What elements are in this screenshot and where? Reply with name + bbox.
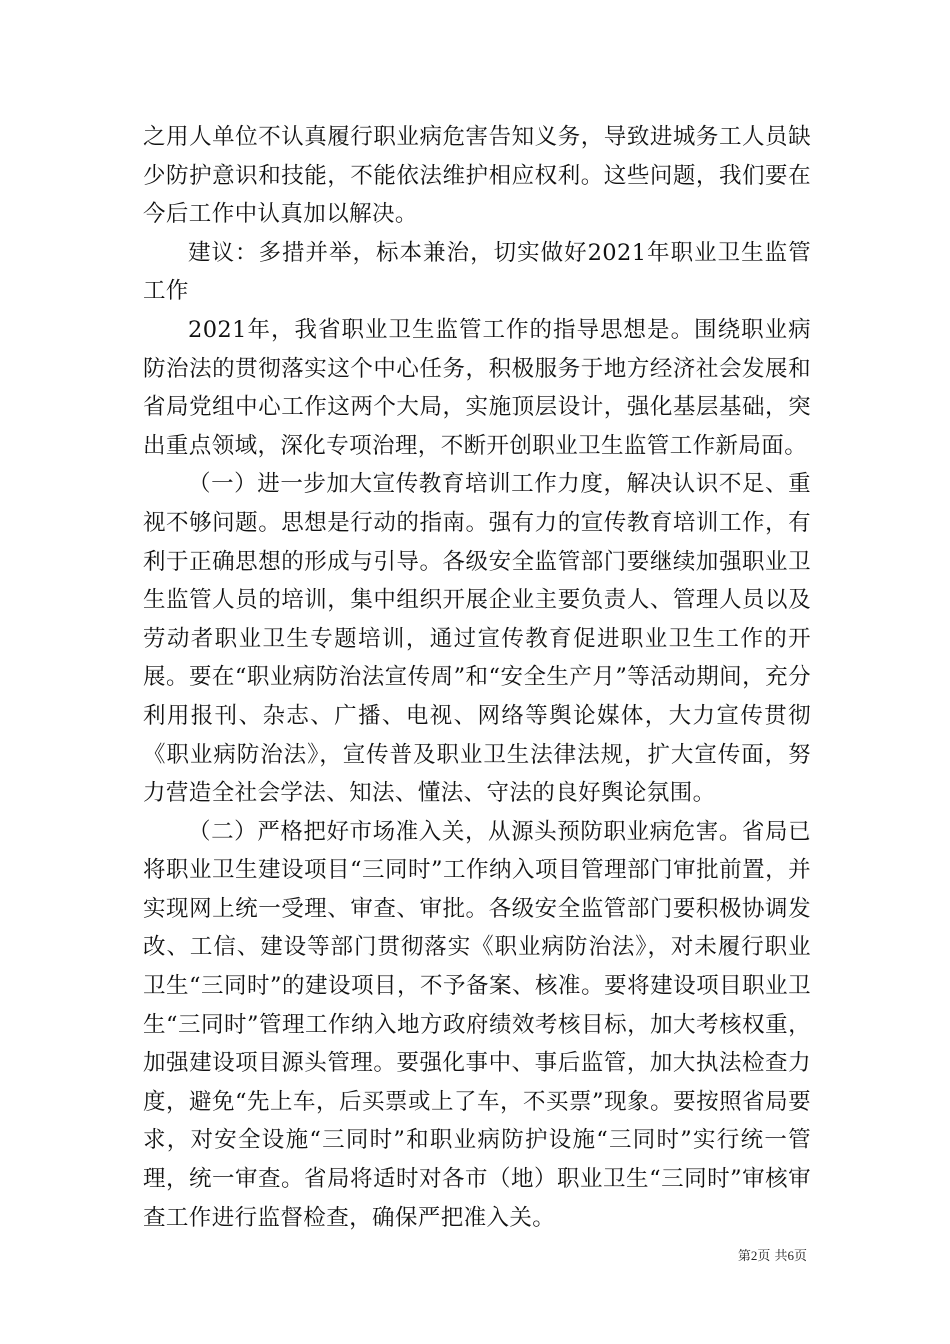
paragraph-suggestion-heading: 建议：多措并举，标本兼治，切实做好2021年职业卫生监管工作 <box>143 239 811 305</box>
paragraph-continuation: 之用人单位不认真履行职业病危害告知义务，导致进城务工人员缺少防护意识和技能，不能依法维护相应权利。这些问题，我们要在今后工作中认真加以解决。 <box>143 124 811 228</box>
document-body <box>143 118 811 1237</box>
footer-middle: 页 共 <box>757 1249 788 1264</box>
paragraph-section-one: （一）进一步加大宣传教育培训工作力度，解决认识不足、重视不够问题。思想是行动的指南。强有力的宣传教育培训工作，有利于正确思想的形成与引导。各级安全监管部门要继续加强职业卫生监管人员的培训，集中组织开展企业主要负责人、管理人员以及劳动者职业卫生专题培训，通过宣传教育促进职业卫生工作的开展。要在“职业病防治法宣传周”和“安全生产月”等活动期间，充分利用报刊、杂志、广播、电视、网络等舆论媒体，大力宣传贯彻《职业病防治法》，宣传普及职业卫生法律法规，扩大宣传面，努力营造全社会学法、知法、懂法、守法的良好舆论氛围。 <box>143 471 811 807</box>
footer-total-pages: 6 <box>787 1248 794 1263</box>
paragraph-guiding-thought: 2021年，我省职业卫生监管工作的指导思想是。围绕职业病防治法的贯彻落实这个中心任务，积极服务于地方经济社会发展和省局党组中心工作这两个大局，实施顶层设计，强化基层基础，突出重点领域，深化专项治理，不断开创职业卫生监管工作新局面。 <box>143 316 811 459</box>
footer-suffix: 页 <box>793 1249 807 1264</box>
page-number-footer <box>738 1248 807 1265</box>
footer-current-page: 2 <box>750 1248 758 1263</box>
paragraph-section-two: （二）严格把好市场准入关，从源头预防职业病危害。省局已将职业卫生建设项目“三同时”工作纳入项目管理部门审批前置，并实现网上统一受理、审查、审批。各级安全监管部门要积极协调发改、工信、建设等部门贯彻落实《职业病防治法》，对未履行职业卫生“三同时”的建设项目，不予备案、核准。要将建设项目职业卫生“三同时”管理工作纳入地方政府绩效考核目标，加大考核权重，加强建设项目源头管理。要强化事中、事后监管，加大执法检查力度，避免“先上车，后买票或上了车，不买票”现象。要按照省局要求，对安全设施“三同时”和职业病防护设施“三同时”实行统一管理，统一审查。省局将适时对各市（地）职业卫生“三同时”审核审查工作进行监督检查，确保严把准入关。 <box>143 818 811 1231</box>
footer-prefix: 第 <box>737 1249 751 1264</box>
